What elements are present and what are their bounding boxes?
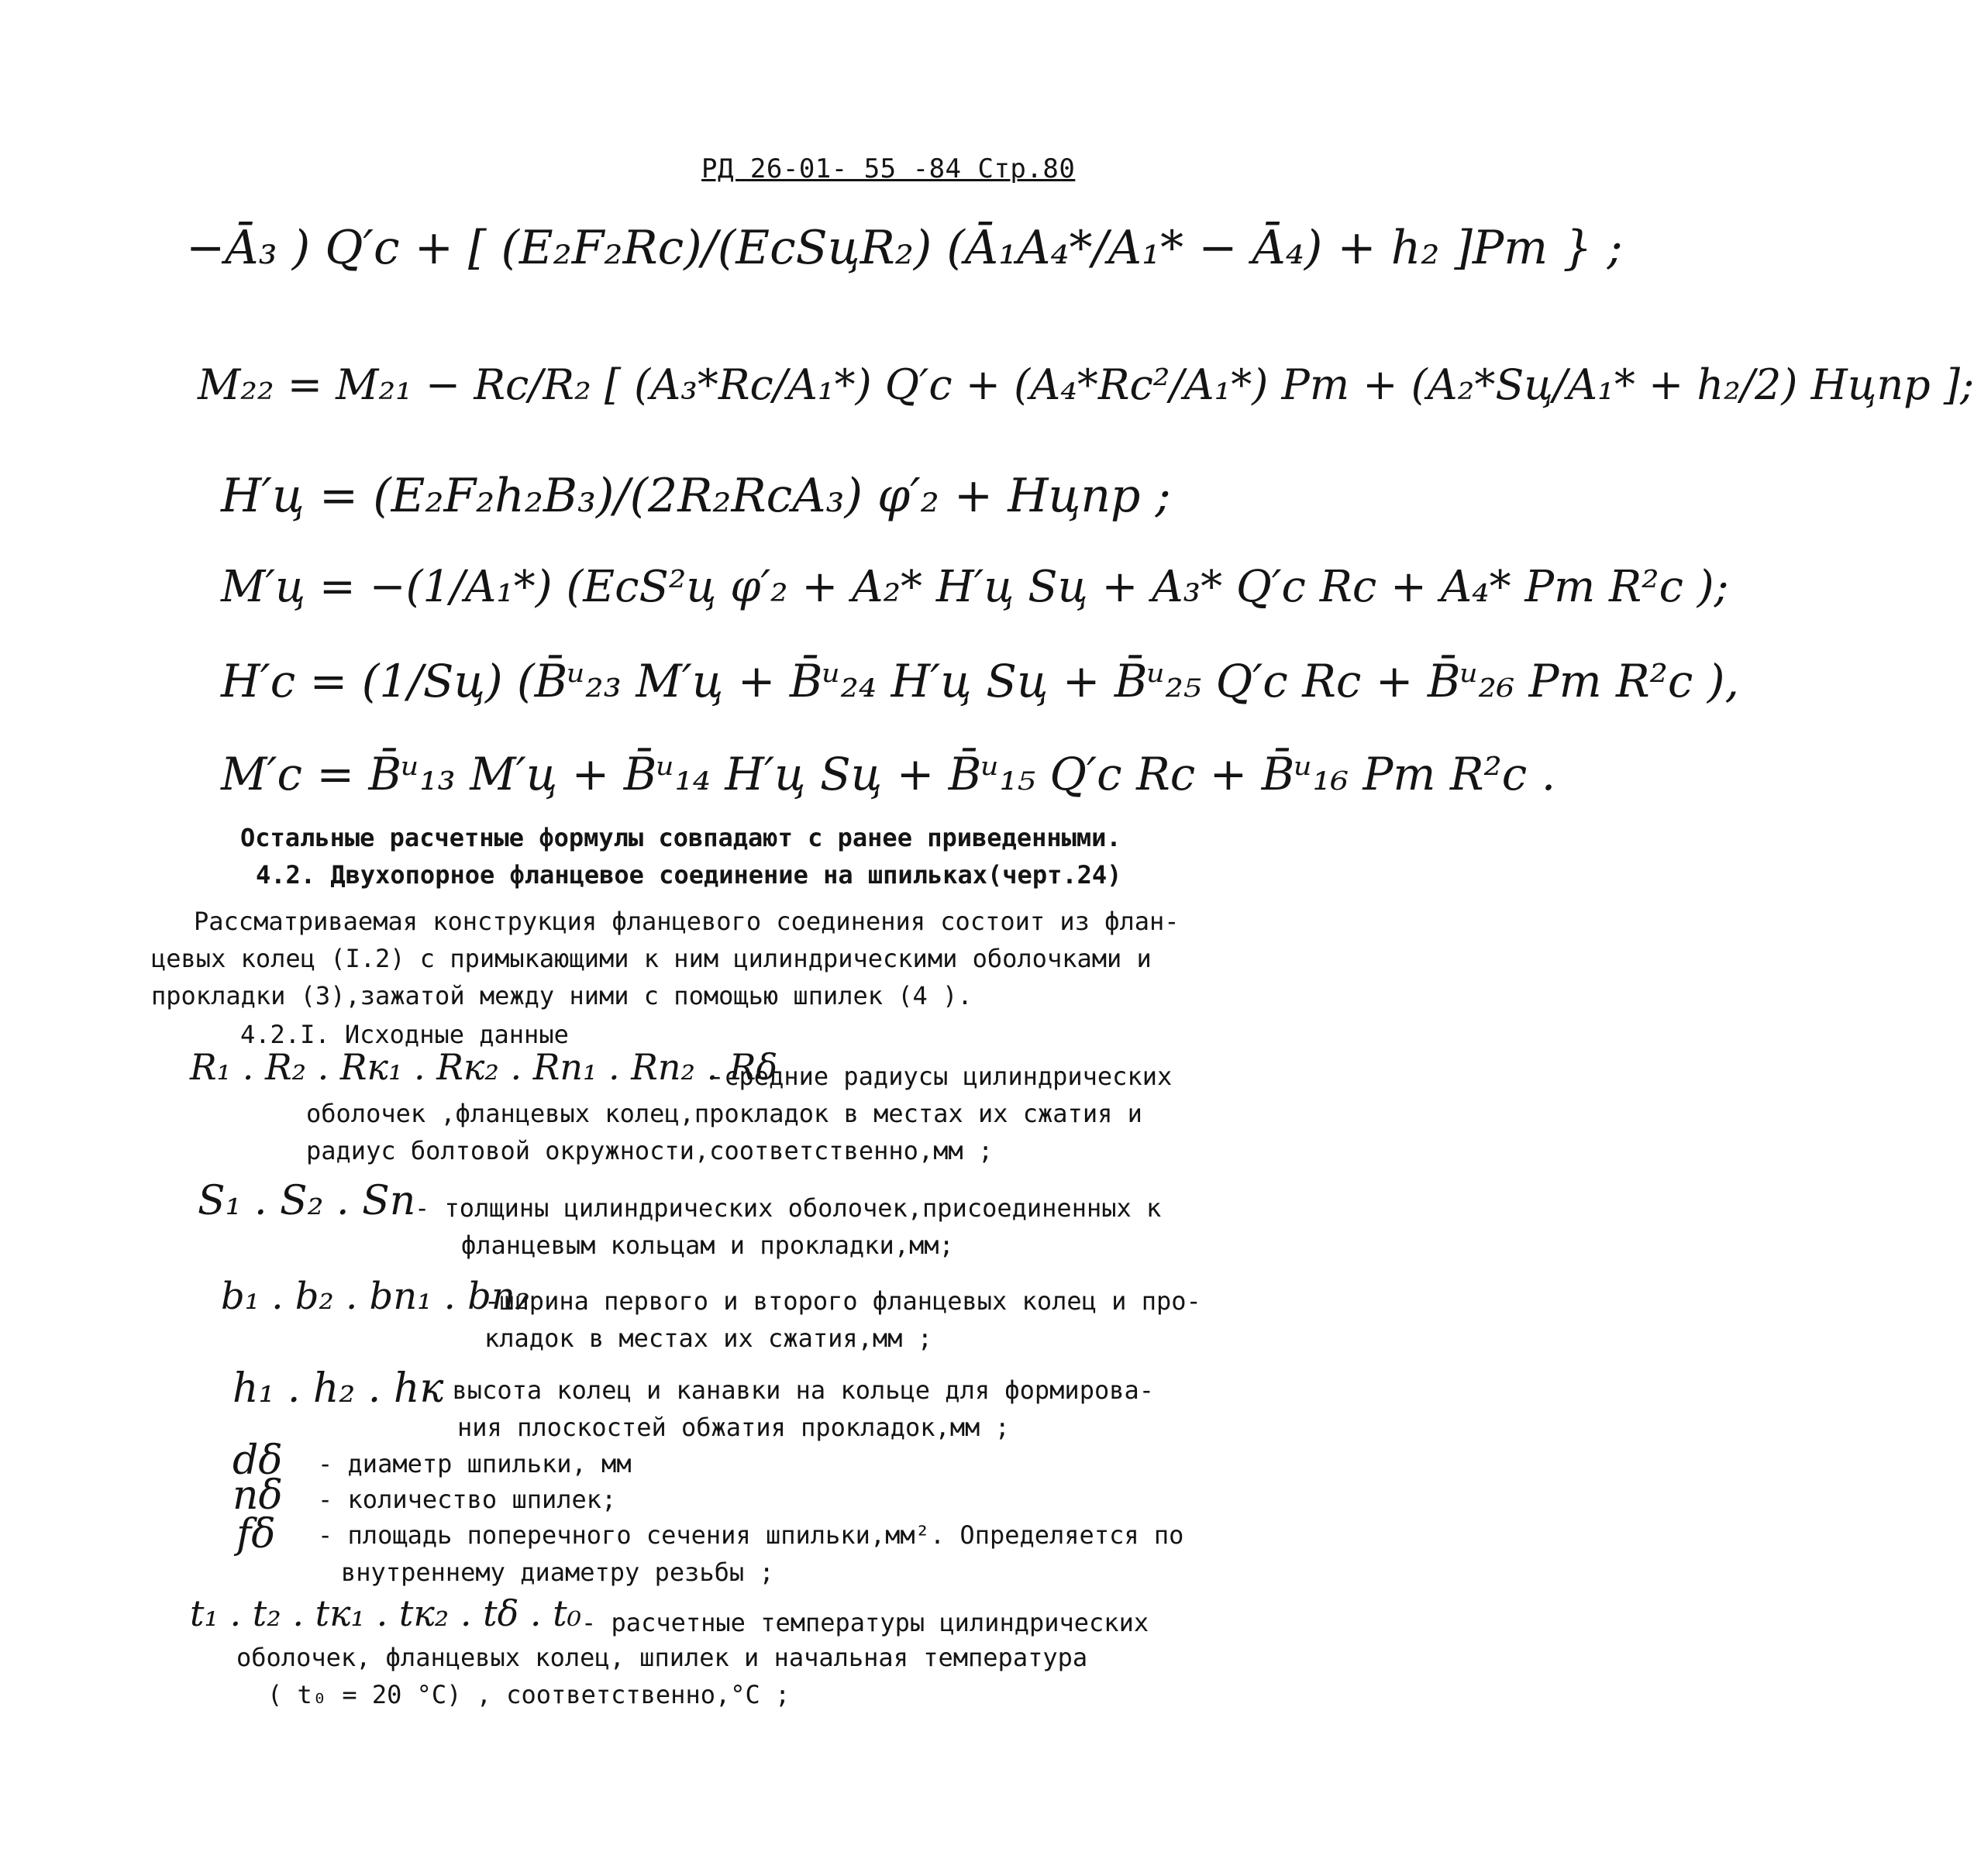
formula-line-5: H′c = (1/Sц) (B̄ᵘ₂₃ M′ц + B̄ᵘ₂₄ H′ц Sц + B̄ᵘ₂₅ Q′c Rc + B̄ᵘ₂₆ Pт R²c ), <box>221 655 1739 707</box>
def-symbol-height: h₁ . h₂ . hк <box>233 1365 444 1412</box>
def-symbol-diameter: dδ <box>233 1437 283 1484</box>
def-symbol-count: nδ <box>233 1472 283 1519</box>
def-text-thickness-1: - толщины цилиндрических оболочек,присоединенных к <box>415 1193 1162 1223</box>
def-text-diameter: - диаметр шпильки, мм <box>318 1449 632 1478</box>
def-symbol-width: b₁ . b₂ . bп₁ . bп₂ <box>221 1275 531 1318</box>
formula-line-4: M′ц = −(1/A₁*) (EcS²ц φ′₂ + A₂* H′ц Sц + A₃* Q′c Rc + A₄* Pт R²c ); <box>221 562 1729 612</box>
def-symbol-area: fδ <box>236 1511 276 1558</box>
def-text-temperatures-1: - расчетные температуры цилиндрических <box>581 1608 1149 1637</box>
def-text-area-1: - площадь поперечного сечения шпильки,мм². Определяется по <box>318 1520 1184 1550</box>
paragraph-line-1: Рассматриваемая конструкция фланцевого соединения состоит из флан- <box>194 907 1180 936</box>
def-text-radii-3: радиус болтовой окружности,соответственно,мм ; <box>306 1136 994 1165</box>
formula-line-3: H′ц = (E₂F₂h₂B₃)/(2R₂RcA₃) φ′₂ + Hцпр ; <box>221 469 1171 523</box>
def-symbol-temperatures: t₁ . t₂ . tк₁ . tк₂ . tδ . t₀ <box>190 1592 582 1634</box>
def-text-thickness-2: фланцевым кольцам и прокладки,мм; <box>461 1231 954 1260</box>
def-text-width-2: кладок в местах их сжатия,мм ; <box>484 1324 932 1353</box>
def-text-radii-1: -средние радиусы цилиндрических <box>709 1062 1173 1091</box>
section-title: 4.2. Двухопорное фланцевое соединение на шпильках(черт.24) <box>256 860 1122 890</box>
def-text-height-1: - высота колец и канавки на кольце для формирова- <box>422 1375 1155 1405</box>
def-symbol-radii: R₁ . R₂ . Rк₁ . Rк₂ . Rп₁ . Rп₂ . Rδ <box>190 1046 778 1088</box>
formula-line-6: M′c = B̄ᵘ₁₃ M′ц + B̄ᵘ₁₄ H′ц Sц + B̄ᵘ₁₅ Q′c Rc + B̄ᵘ₁₆ Pт R²c . <box>221 748 1556 800</box>
subsection-title: 4.2.I. Исходные данные <box>240 1020 569 1049</box>
def-text-count: - количество шпилек; <box>318 1485 617 1514</box>
def-text-radii-2: оболочек ,фланцевых колец,прокладок в местах их сжатия и <box>306 1099 1142 1128</box>
def-text-temperatures-2: оболочек, фланцевых колец, шпилек и начальная температура <box>236 1643 1088 1672</box>
def-text-area-2: внутреннему диаметру резьбы ; <box>341 1558 774 1587</box>
formula-line-1: −Ā₃ ) Q′c + [ (E₂F₂Rc)/(EcSцR₂) (Ā₁A₄*/A₁* − Ā₄) + h₂ ]Pт } ; <box>186 221 1623 275</box>
page-header: РД 26-01- 55 -84 Стр.80 <box>701 153 1076 184</box>
formula-line-2: M₂₂ = M₂₁ − Rc/R₂ [ (A₃*Rc/A₁*) Q′c + (A₄*Rc²/A₁*) Pт + (A₂*Sц/A₁* + h₂/2) Hцпр ]; <box>198 360 1974 409</box>
paragraph-line-3: прокладки (3),зажатой между ними с помощью шпилек (4 ). <box>151 981 973 1010</box>
def-text-temperatures-3: ( t₀ = 20 °C) , соответственно,°C ; <box>267 1680 791 1709</box>
paragraph-line-2: цевых колец (I.2) с примыкающими к ним цилиндрическими оболочками и <box>151 944 1152 973</box>
rest-formulas-note: Остальные расчетные формулы совпадают с ранее приведенными. <box>240 823 1121 852</box>
def-text-height-2: ния плоскостей обжатия прокладок,мм ; <box>457 1413 1010 1442</box>
def-text-width-1: -ширина первого и второго фланцевых колец и про- <box>484 1286 1201 1316</box>
def-symbol-thickness: S₁ . S₂ . Sп <box>198 1178 416 1224</box>
